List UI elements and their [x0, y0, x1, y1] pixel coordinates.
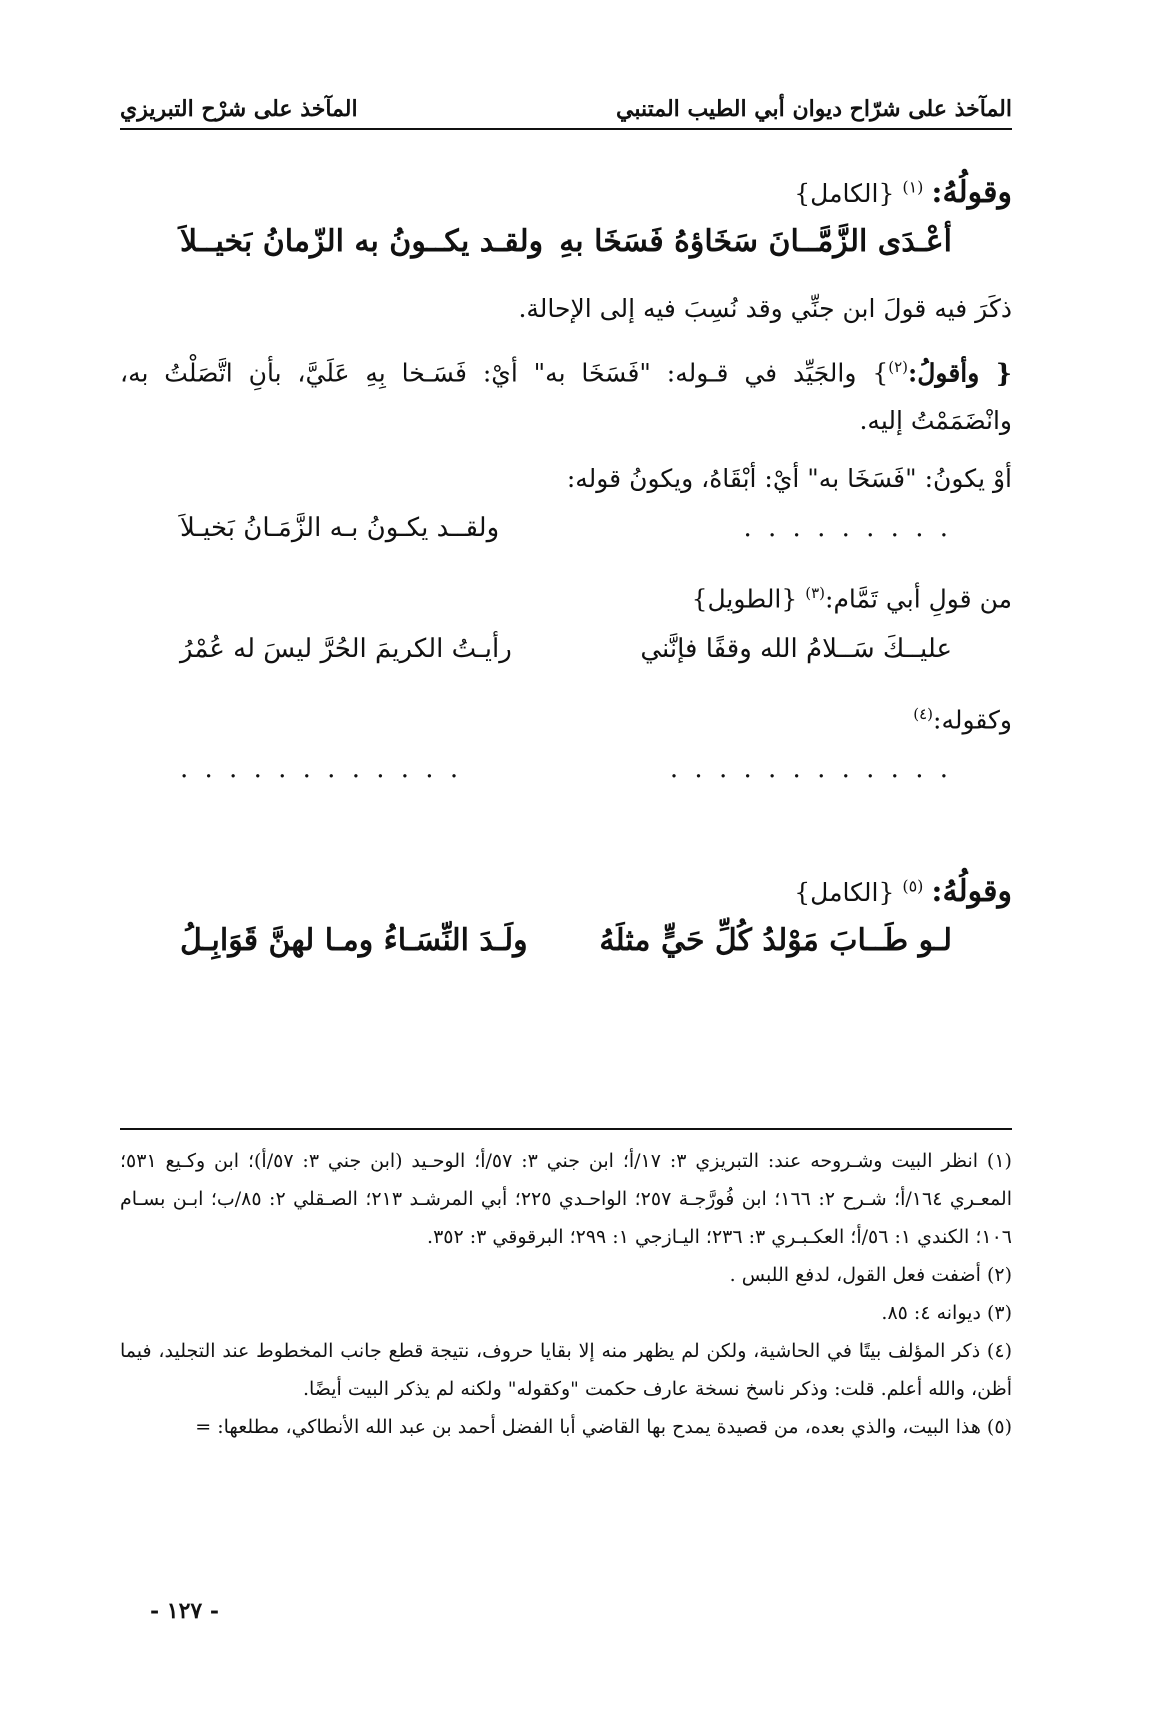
verse-4-second-hemistich: . . . . . . . . . . . . [180, 753, 463, 784]
footnote-5: (٥) هذا البيت، والذي بعده، من قصيدة يمدح بها القاضي أبا الفضل أحمد بن عبد الله الأنطاكي، مطلعها: = [195, 1416, 1012, 1438]
section2-keyword: وقولُهُ: [931, 873, 1012, 909]
footnote-ref-2[interactable]: (٢) [888, 358, 909, 376]
footnote-ref-5[interactable]: (٥) [902, 876, 924, 896]
like-intro [120, 690, 1012, 744]
verse-5 [180, 923, 952, 958]
paragraph-2 [120, 343, 1012, 445]
main-text [120, 175, 1012, 984]
verse-3-second-hemistich: رأيـتُ الكريمَ الحُرَّ ليسَ له عُمْرُ [180, 633, 512, 664]
header-book-title: المآخذ على شرّاح ديوان أبي الطيب المتنبي [616, 96, 1012, 122]
verse-1-first-hemistich: أعْـدَى الزَّمَّــانَ سَخَاؤهُ فَسَخَا بهِ [559, 224, 952, 259]
verse-2-first-hemistich: . . . . . . . . . [743, 513, 952, 544]
footnote-3: (٣) ديوانه ٤: ٨٥. [881, 1302, 1012, 1324]
paragraph-2-text: } والجَيِّد في قـوله: "فَسَخَا به" أيْ: فَسَـخا بِهِ عَلَيَّ، بأنِ اتَّصَلْتُ به، وانْضَمَمْتُ إليه. [120, 358, 1012, 436]
verse-3-first-hemistich: عليــكَ سَــلامُ الله وقفًا فإنَّني [640, 633, 952, 664]
paragraph-1: ذكَرَ فيه قولَ ابن جنِّي وقد نُسِبَ فيه إلى الإحالة. [518, 294, 1012, 323]
paragraph-2-lead: { وأقولُ: [908, 358, 1013, 388]
footnote-2: (٢) أضفت فعل القول، لدفع اللبس . [729, 1264, 1012, 1286]
quote-intro [120, 569, 1012, 623]
verse-3 [180, 634, 952, 664]
section2-intro [120, 874, 1012, 909]
footnote-4: (٤) ذكر المؤلف بيتًا في الحاشية، ولكن لم يظهر منه إلا بقايا حروف، نتيجة قطع جانب المخطوط عند التجليد، فيما أظن، والله أعلم. قلت: وذكر ناسخ نسخة عارف حكمت "وكقوله" ولكنه لم يذكر البيت أيضًا. [120, 1340, 1012, 1400]
running-header [120, 82, 1012, 130]
verse-2 [180, 513, 952, 543]
paragraph-3: أوْ يكونُ: "فَسَخَا به" أيْ: أبْقَاهُ، ويكونُ قوله: [566, 464, 1012, 494]
verse-4-first-hemistich: . . . . . . . . . . . . [669, 753, 952, 784]
section1-meter: {الكامل} [794, 179, 895, 208]
footnote-1: (١) انظر البيت وشـروحه عند: التبريزي ٣: ١٧/أ؛ ابن جني ٣: ٥٧/أ؛ الوحـيد (ابن جني ٣: ٥٧/أ)؛ ابن وكـيع ٥٣١؛ المعـري ١٦٤/أ؛ شـرح ٢: ١٦٦؛ ابن فُورَّجـة ٢٥٧؛ الواحـدي ٢٢٥؛ أبي المرشـد ٢١٣؛ الصـقلي ٢: ٨٥/ب؛ ابـن بسـام ١٠٦؛ الكندي ١: ٥٦/أ؛ العكـبـري ٣: ٢٣٦؛ اليـازجي ١: ٢٩٩؛ البرقوقي ٣: ٣٥٢. [120, 1150, 1012, 1248]
quote-intro-meter: {الطويل} [691, 584, 798, 614]
footnote-ref-1[interactable]: (١) [902, 177, 924, 197]
quote-intro-text: من قولِ أبي تَمَّام: [825, 584, 1012, 614]
verse-2-second-hemistich: ولقــد يكـونُ بـه الزَّمَـانُ بَخيـلاَ [180, 513, 500, 544]
footnotes [120, 1128, 1012, 1446]
section1-keyword: وقولُهُ: [931, 175, 1012, 210]
like-intro-text: وكقوله: [933, 704, 1012, 734]
header-section-title: المآخذ على شرْح التبريزي [120, 96, 358, 122]
section1-intro [120, 175, 1012, 210]
verse-5-first-hemistich: لـو طَــابَ مَوْلدُ كُلِّ حَيٍّ مثلَهُ [599, 922, 952, 958]
footnote-ref-3[interactable]: (٣) [805, 584, 826, 603]
section2-meter: {الكامل} [794, 877, 895, 907]
verse-5-second-hemistich: ولَـدَ النِّسَـاءُ ومـا لهنَّ قَوَابِـلُ [180, 922, 528, 958]
verse-1 [180, 224, 952, 259]
verse-4 [180, 754, 952, 784]
footnote-ref-4[interactable]: (٤) [913, 704, 934, 723]
verse-1-second-hemistich: ولقـد يكــونُ به الزّمانُ بَخيــلاَ [180, 224, 544, 259]
page-number: - ١٢٧ - [150, 1598, 220, 1624]
